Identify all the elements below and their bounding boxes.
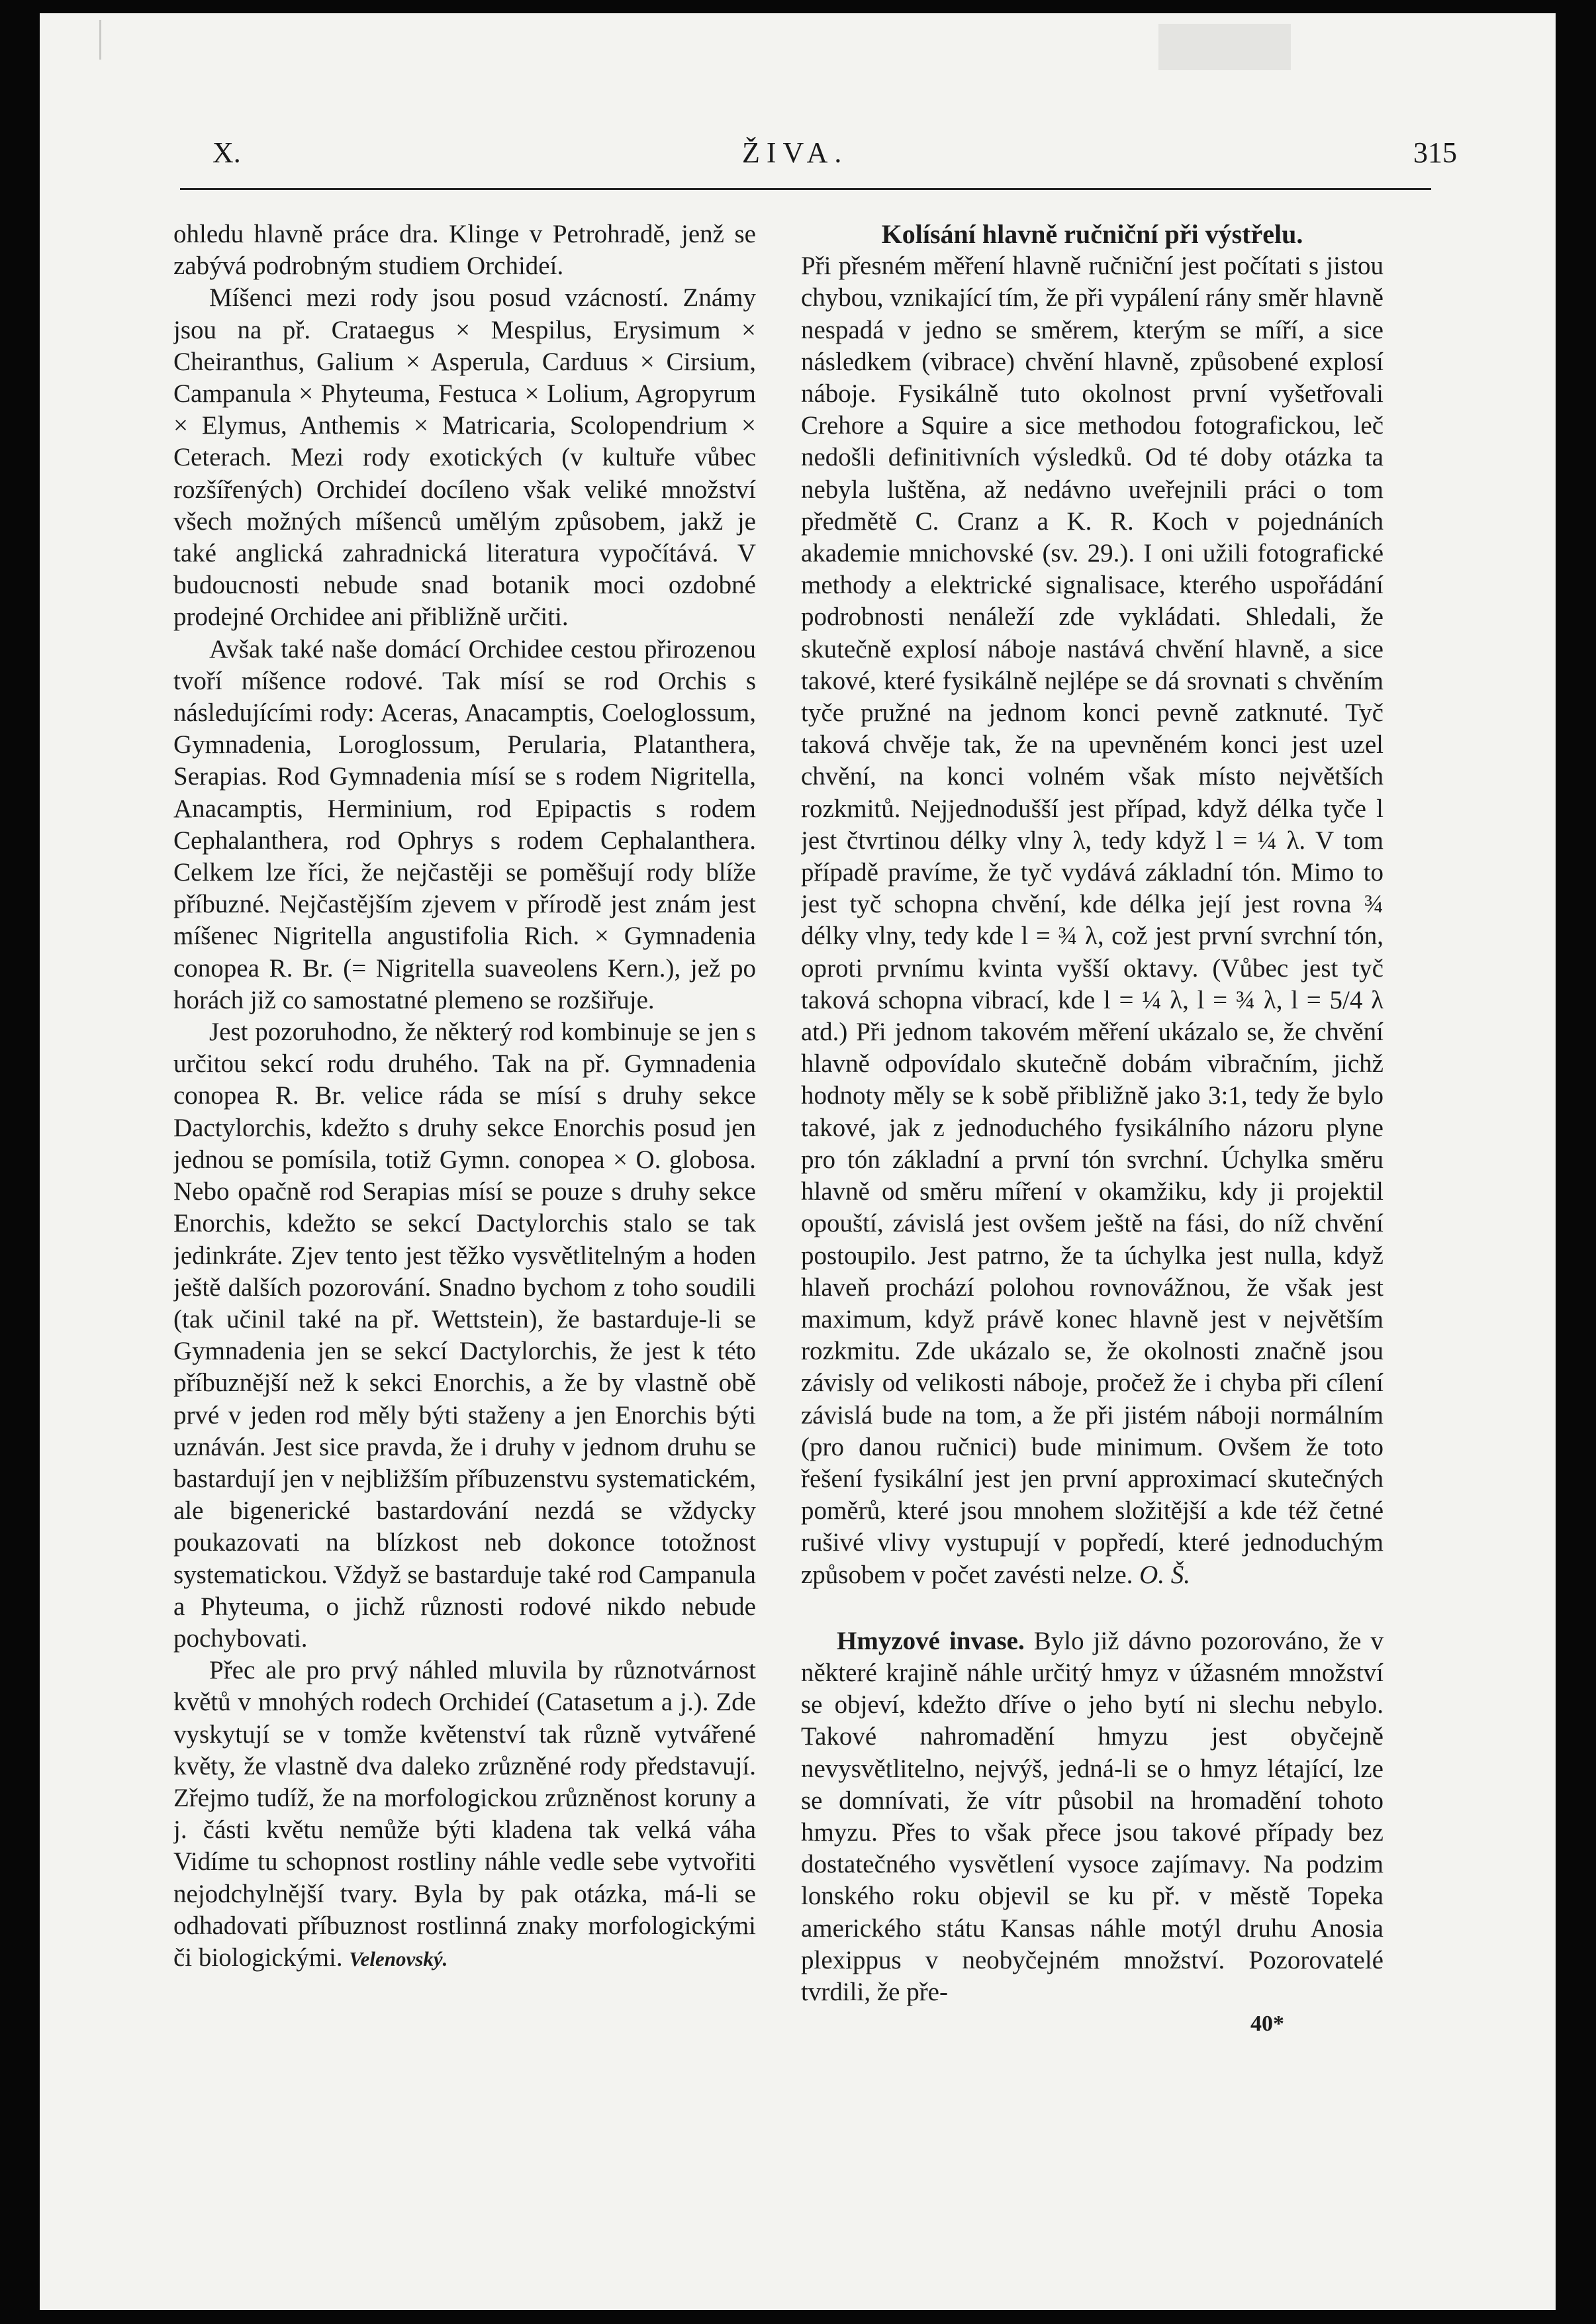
- paragraph: Míšenci mezi rody jsou posud vzácností. Známy jsou na př. Crataegus × Mespilus, Erysimum × Cheiranthus, Galium × Asperula, Carduus × Cirsium, Campanula × Phyteuma, Festuca × Lolium, Agropyrum × Elymus, Anthemis × Matricaria, Scolopendrium × Ceterach. Mezi rody exotických (v kultuře vůbec rozšířených) Orchideí docíleno však veliké množství všech možných míšenců umělým způsobem, jakž je také anglická zahradnická literatura vypočítává. V budoucnosti nebude snad botanik moci ozdobné prodejné Orchidee ani přibližně určiti.: [173, 283, 756, 632]
- paragraph: Při přesném měření hlavně ručniční jest počítati s jistou chybou, vznikající tím, že při vypálení rány směr hlavně nespadá v jedno se směrem, kterým se míří, a sice následkem (vibrace) chvění hlavně, způsobené explosí náboje. Fysikálně tuto okolnost první vyšetřovali Crehore a Squire a sice methodou fotografickou, leč nedošli definitivních výsledků. Od té doby otázka ta nebyla luštěna, až nedávno uveřejnili práci o tom předmětě C. Cranz a K. R. Koch v pojednáních akademie mnichovské (sv. 29.). I oni užili fotografické methody a elektrické signalisace, kterého uspořádání podrobnosti nenáleží zde vykládati. Shledali, že skutečně explosí náboje nastává chvění hlavně, a sice takové, které fysikálně nejlépe se dá srovnati s chvěním tyče pružné na jednom konci pevně zatknuté. Tyč taková chvěje tak, že na upevněném konci jest uzel chvění, na konci volném však místo největších rozkmitů. Nejjednodušší jest případ, když délka tyče l jest čtvrtinou délky vlny λ, tedy když l = ¼ λ. V tom případě pravíme, že tyč vydává základní tón. Mimo to jest tyč schopna chvění, kde délka její jest rovna ¾ délky vlny, tedy kde l = ¾ λ, což jest první svrchní tón, oproti prvnímu kvinta vyšší oktavy. (Vůbec jest tyč taková schopna vibrací, kde l = ¼ λ, l = ¾ λ, l = 5/4 λ atd.) Při jednom takovém měření ukázalo se, že chvění hlavně odpovídalo skutečně dobám vibračním, jichž hodnoty měly se k sobě přibližně jako 3:1, tedy že bylo takové, jak z jednoduchého fysikálního názoru plyne pro tón základní a první tón svrchní. Úchylka směru hlavně od směru míření v okamžiku, kdy ji projektil opouští, závislá jest ovšem ještě na fási, do níž chvění postoupilo. Jest patrno, že ta úchylka jest nulla, když hlaveň prochází polohou rovnovážnou, že však jest maximum, když právě konec hlavně jest v největším rozkmitu. Zde ukázalo se, že okolnosti značně jsou závisly od velikosti náboje, pročež že i chyba při cílení závislá bude na tom, a že při jistém náboji normálním (pro danou ručnici) bude minimum. Ovšem že toto řešení fysikální jest jen první approximací skutečných poměrů, které jsou mnohem složitější a kde též četné rušivé vlivy vystupují v popředí, které jednoduchým způsobem v počet zavésti nelze. O. Š.: [801, 252, 1384, 1589]
- paragraph: Jest pozoruhodno, že některý rod kombinuje se jen s určitou sekcí rodu druhého. Tak na př. Gymnadenia conopea R. Br. velice ráda se mísí s druhy sekce Dactylorchis, kdežto s druhy sekce Enorchis posud jen jednou se pomísila, totiž Gymn. conopea × O. globosa. Nebo opačně rod Serapias mísí se pouze s druhy sekce Enorchis, kdežto se sekcí Dactylorchis stalo se tak jedinkráte. Zjev tento jest těžko vysvětlitelným a hoden ještě dalších pozorování. Snadno bychom z toho soudili (tak učinil také na př. Wettstein), že bastarduje-li se Gymnadenia jen se sekcí Dactylorchis, že jest k této příbuznější než k sekci Enorchis, a že by vlastně obě prvé v jeden rod měly býti staženy a jen Enorchis býti uznáván. Jest sice pravda, že i druhy v jednom druhu se bastardují jen v nejbližším příbuzenstvu systematickém, ale bigenerické bastardování nezdá se vždycky poukazovati na blízkost neb dokonce totožnost systematickou. Vždyž se bastarduje také rod Campanula a Phyteuma, o jichž různosti rodové nikdo nebude pochybovati.: [173, 1018, 756, 1653]
- scan-mark: [1158, 24, 1291, 70]
- paragraph: Hmyzové invase. Bylo již dávno pozorováno, že v některé krajině náhle určitý hmyz v úžasném množství se objeví, kdežto dříve o jeho bytí ni slechu nebylo. Takové nahromadění hmyzu jest obyčejně nevysvětlitelno, nejvýš, jedná-li se o hmyz létající, lze se domnívati, že vítr působil na hromadění tohoto hmyzu. Přes to však přece jsou takové případy bez dostatečného vysvětlení vysoce zajímavy. Na podzim lonského roku objevil se ku př. v městě Topeka amerického státu Kansas náhle motýl druhu Anosia plexippus v neobyčejném množství. Pozorovatelé tvrdili, že pře-: [801, 1626, 1384, 2006]
- author-signature: Velenovský.: [349, 1947, 448, 1970]
- running-header: [160, 136, 1457, 182]
- paragraph: Přec ale pro prvý náhled mluvila by různotvárnost květů v mnohých rodech Orchideí (Catasetum a j.). Zde vyskytují se v tomže květenství tak různě vytvářené květy, že vlastně dva daleko zrůzněné rody představují. Zřejmo tudíž, že na morfologickou zrůzněnost koruny a j. části květu nemůže býti kladena tak velká váha Vidíme tu schopnost rostliny náhle vedle sebe vytvořiti nejodchylnější tvary. Byla by pak otázka, má-li se odhadovati příbuznost rostlinná znaky morfologickými či biologickými. Velenovský.: [173, 1656, 756, 1972]
- page-number: 315: [1413, 136, 1457, 169]
- journal-title: ŽIVA.: [742, 136, 849, 169]
- scan-mark: [99, 20, 101, 60]
- left-column: [173, 218, 756, 2324]
- article-title: Hmyzové invase.: [837, 1626, 1025, 1655]
- author-initials: O. Š.: [1139, 1560, 1191, 1589]
- header-rule: [180, 188, 1431, 190]
- paragraph: Avšak také naše domácí Orchidee cestou přirozenou tvoří míšence rodové. Tak mísí se rod Orchis s následujícími rody: Aceras, Anacamptis, Coeloglossum, Gymnadenia, Loroglossum, Perularia, Platanthera, Serapias. Rod Gymnadenia mísí se s rodem Nigritella, Anacamptis, Herminium, rod Epipactis s rodem Cephalanthera, rod Ophrys s rodem Cephalanthera. Celkem lze říci, že nejčastěji se poměšují rody blíže příbuzné. Nejčastějším zjevem v přírodě jest znám jest míšenec Nigritella angustifolia Rich. × Gymnadenia conopea R. Br. (= Nigritella suaveolens Kern.), jež po horách již co samostatné plemeno se rozšiřuje.: [173, 634, 756, 1014]
- paragraph: ohledu hlavně práce dra. Klinge v Petrohradě, jenž se zabývá podrobným studiem Orchideí.: [173, 220, 756, 281]
- article-title: Kolísání hlavně ručniční při výstřelu.: [881, 219, 1303, 249]
- volume-number: X.: [212, 136, 241, 169]
- right-column: [801, 218, 1384, 2324]
- signature-mark: 40*: [1250, 2011, 1284, 2037]
